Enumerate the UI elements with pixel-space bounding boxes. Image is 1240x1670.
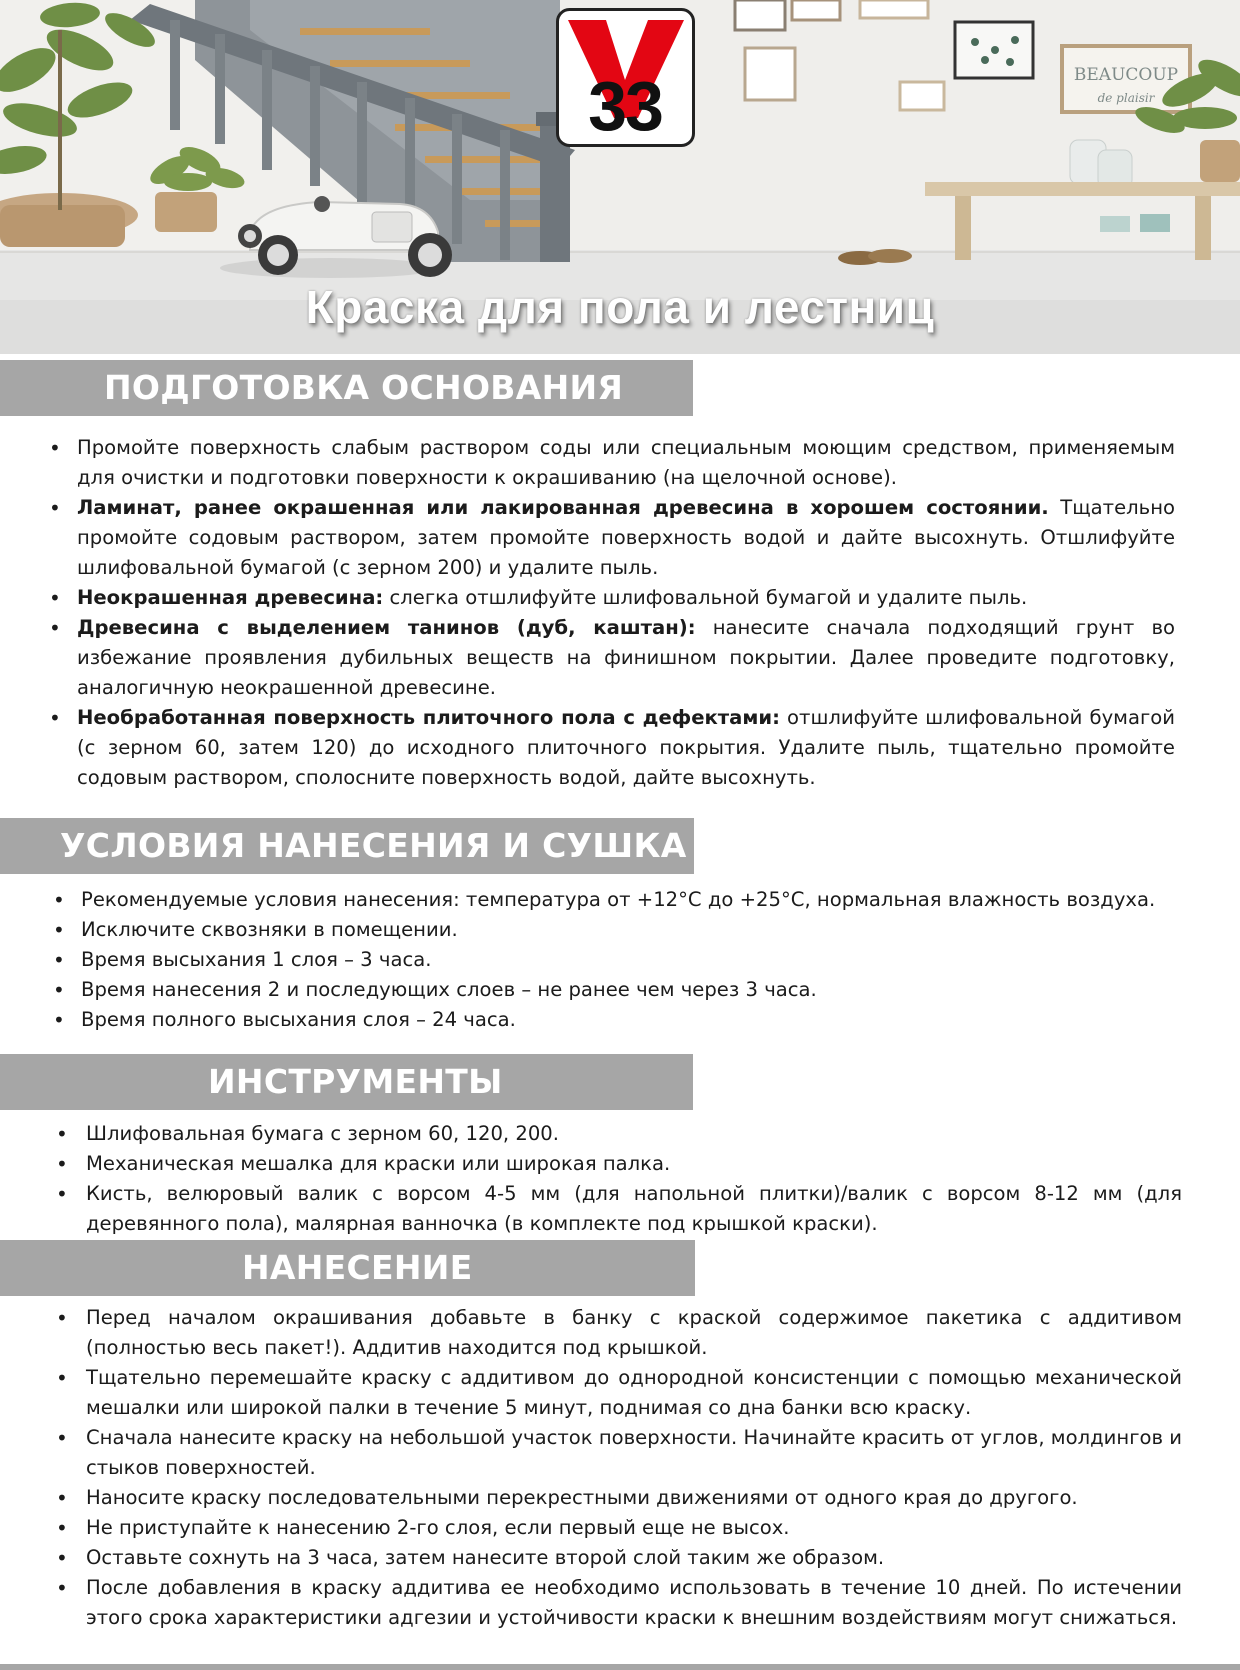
v33-logo-icon [556,8,695,147]
list-item: • Шлифовальная бумага с зерном 60, 120, 200. [86,1119,1182,1149]
section-header-tools [0,1054,693,1110]
list-item: • Необработанная поверхность плиточного пола с дефектами: отшлифуйте шлифовальной бумагой (с зерном 60, затем 120) до исходного плиточного покрытия. Удалите пыль, тщательно промойте содовым раствором, сполосните поверхность водой, дайте высохнуть. [77,703,1175,793]
list-item: • Оставьте сохнуть на 3 часа, затем нанесите второй слой таким же образом. [86,1543,1182,1573]
section-header-preparation [0,360,693,416]
list-item: • Тщательно перемешайте краску с аддитивом до однородной консистенции с помощью механической мешалки или широкой палки в течение 5 минут, поднимая со дна банки всю краску. [86,1363,1182,1423]
section-title: ИНСТРУМЕНТЫ [208,1062,503,1101]
brand-logo [556,8,695,147]
list-item: • Рекомендуемые условия нанесения: температура от +12°С до +25°С, нормальная влажность воздуха. [81,885,1191,915]
list-item: • Кисть, велюровый валик с ворсом 4-5 мм (для напольной плитки)/валик с ворсом 8-12 мм (для деревянного пола), малярная ванночка (в комплекте под крышкой краски). [86,1179,1182,1239]
list-item: • Не приступайте к нанесению 2-го слоя, если первый еще не высох. [86,1513,1182,1543]
list-item: • Перед началом окрашивания добавьте в банку с краской содержимое пакетика с аддитивом (полностью весь пакет!). Аддитив находится под крышкой. [86,1303,1182,1363]
list-item: • Промойте поверхность слабым раствором соды или специальным моющим средством, применяемым для очистки и подготовки поверхности к окрашиванию (на щелочной основе). [77,433,1175,493]
page-title: Краска для пола и лестниц [305,281,935,333]
wall-sign-text-1: BEAUCOUP [1073,65,1179,85]
list-item: • Исключите сквозняки в помещении. [81,915,1191,945]
section-title: ПОДГОТОВКА ОСНОВАНИЯ [104,368,624,407]
list-item: • Механическая мешалка для краски или широкая палка. [86,1149,1182,1179]
tools-list [86,1119,1182,1239]
list-item: • Время полного высыхания слоя – 24 часа. [81,1005,1191,1035]
list-item: • Древесина с выделением танинов (дуб, каштан): нанесите сначала подходящий грунт во избежание проявления дубильных веществ на финишном покрытии. Далее проведите подготовку, аналогичную неокрашенной древесине. [77,613,1175,703]
section-title: УСЛОВИЯ НАНЕСЕНИЯ И СУШКА [60,826,687,865]
conditions-list [81,885,1191,1035]
section-header-application [0,1240,695,1296]
list-item: • Наносите краску последовательными перекрестными движениями от одного края до другого. [86,1483,1182,1513]
logo-text: 33 [588,67,662,145]
list-item: • Время нанесения 2 и последующих слоев – не ранее чем через 3 часа. [81,975,1191,1005]
list-item: • Сначала нанесите краску на небольшой участок поверхности. Начинайте красить от углов, молдингов и стыков поверхностей. [86,1423,1182,1483]
list-item: • Неокрашенная древесина: слегка отшлифуйте шлифовальной бумагой и удалите пыль. [77,583,1175,613]
list-item: • Время высыхания 1 слоя – 3 часа. [81,945,1191,975]
preparation-list [77,433,1175,793]
wall-sign-text-2: de plaisir [1097,91,1155,105]
section-title: НАНЕСЕНИЕ [242,1248,473,1287]
list-item: • Ламинат, ранее окрашенная или лакированная древесина в хорошем состоянии. Тщательно промойте содовым раствором, затем промойте поверхность водой и дайте высохнуть. Отшлифуйте шлифовальной бумагой (с зерном 200) и удалите пыль. [77,493,1175,583]
application-list [86,1303,1182,1633]
section-header-conditions [0,818,694,874]
hero-banner [0,0,1240,354]
bottom-divider [0,1664,1240,1670]
list-item: • После добавления в краску аддитива ее необходимо использовать в течение 10 дней. По истечении этого срока характеристики адгезии и устойчивости краски к внешним воздействиям могут снижаться. [86,1573,1182,1633]
